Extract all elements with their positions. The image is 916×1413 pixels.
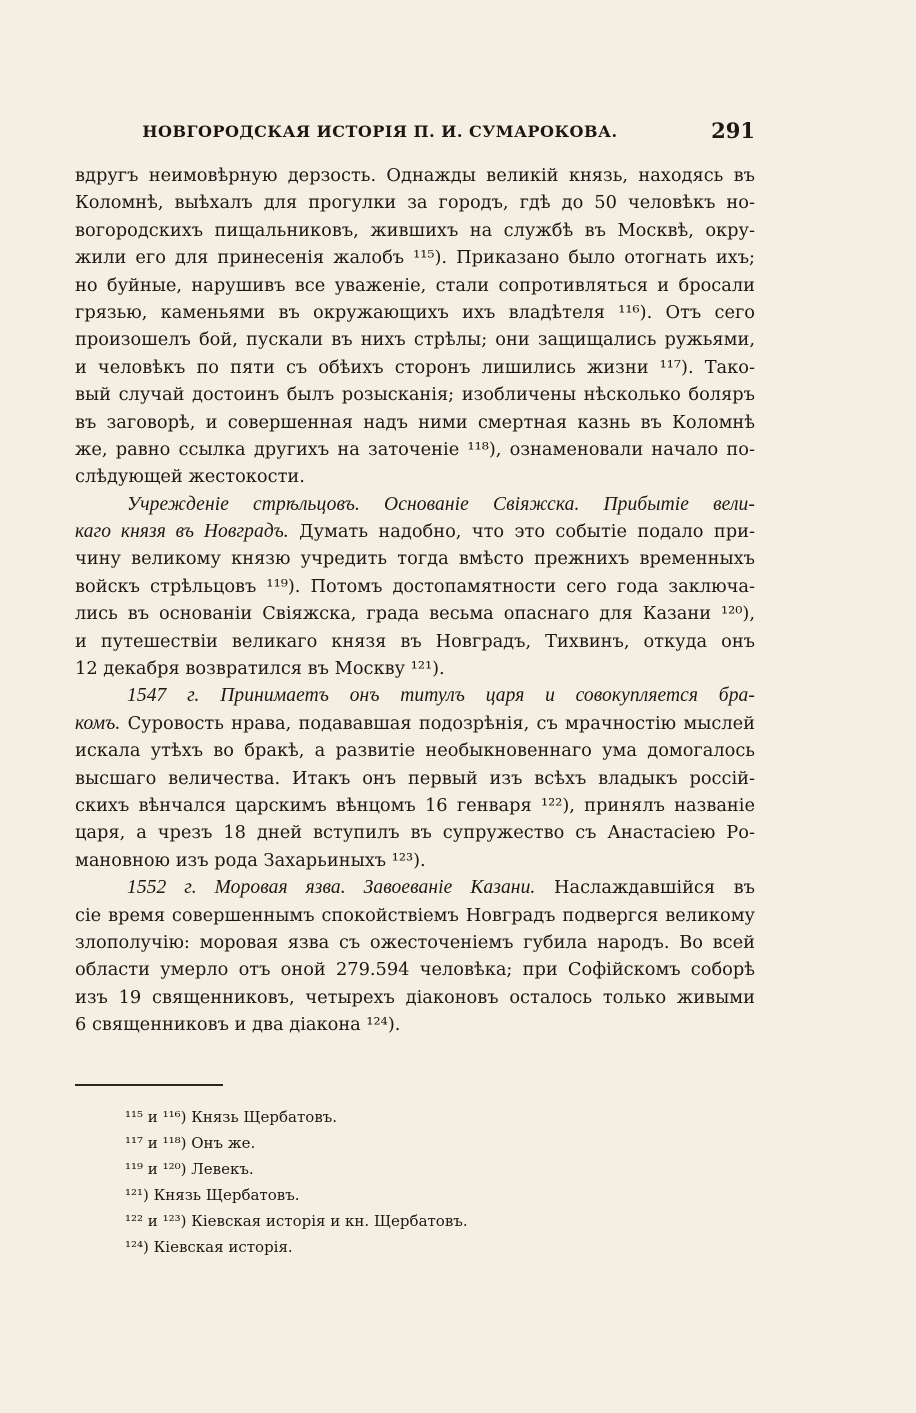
text-line (75, 491, 755, 518)
text-line (75, 628, 755, 655)
line-text: вогородскихъ пищальниковъ, жившихъ на службѣ въ Москвѣ, окру- (75, 219, 755, 241)
body-text (75, 162, 755, 1039)
footnote-rule (75, 1084, 223, 1086)
line-text: въ заговорѣ, и совершенная надъ ними смертная казнь въ Коломнѣ (75, 411, 755, 433)
footnote: ¹²² и ¹²³) Кіевская исторія и кн. Щербатовъ. (125, 1212, 468, 1230)
line-text: Коломнѣ, выѣхалъ для прогулки за городъ, гдѣ до 50 человѣкъ но- (75, 192, 755, 214)
line-text: Думать надобно, что это событіе подало при- (288, 521, 755, 543)
text-line (75, 902, 755, 929)
text-line (75, 573, 755, 600)
text-line (75, 326, 755, 353)
line-text: 6 священниковъ и два діакона ¹²⁴). (75, 1014, 401, 1036)
line-text: но буйные, нарушивъ все уваженіе, стали сопротивляться и бросали (75, 274, 755, 296)
line-text: области умерло отъ оной 279.594 человѣка; при Софійскомъ соборѣ (75, 959, 755, 981)
text-line (75, 984, 755, 1011)
text-line (75, 545, 755, 572)
line-text: царя, а чрезъ 18 дней вступилъ въ супружество съ Анастасіею Ро- (75, 822, 755, 844)
text-line (75, 929, 755, 956)
page-number: 291 (711, 118, 755, 143)
line-text: 12 декабря возвратился въ Москву ¹²¹). (75, 658, 445, 680)
footnote: ¹¹⁹ и ¹²⁰) Левекъ. (125, 1160, 254, 1178)
text-line (75, 819, 755, 846)
line-text: лись въ основаніи Свіяжска, града весьма опаснаго для Казани ¹²⁰), (75, 603, 755, 625)
text-line (75, 874, 755, 901)
text-line (75, 765, 755, 792)
text-line (75, 682, 755, 709)
line-text: вый случай достоинъ былъ розысканія; изобличены нѣсколько боляръ (75, 384, 755, 406)
footnotes (125, 1104, 765, 1260)
running-title: НОВГОРОДСКАЯ ИСТОРІЯ П. И. СУМАРОКОВА. (142, 122, 618, 141)
line-text: высшаго величества. Итакъ онъ первый изъ всѣхъ владыкъ россій- (75, 767, 755, 789)
footnote: ¹²⁴) Кіевская исторія. (125, 1238, 293, 1256)
line-text: же, равно ссылка другихъ на заточеніе ¹¹⁸), ознаменовали начало по- (75, 438, 755, 460)
line-text: жили его для принесенія жалобъ ¹¹⁵). Приказано было отогнать ихъ; (75, 247, 755, 269)
text-line (75, 217, 755, 244)
line-text: мановною изъ рода Захарьиныхъ ¹²³). (75, 849, 426, 871)
line-text: и путешествіи великаго князя въ Новградъ, Тихвинъ, откуда онъ (75, 630, 755, 652)
line-text: Наслаждавшійся въ (535, 877, 755, 899)
footnote: ¹¹⁵ и ¹¹⁶) Князь Щербатовъ. (125, 1108, 338, 1126)
section-heading: 1552 г. Моровая язва. Завоеваніе Казани. (127, 877, 536, 899)
section-heading: каго князя въ Новградъ. (75, 521, 289, 543)
text-line (75, 272, 755, 299)
text-line (75, 1011, 755, 1038)
text-line (75, 847, 755, 874)
line-text: слѣдующей жестокости. (75, 466, 305, 488)
text-line (75, 299, 755, 326)
text-line (75, 244, 755, 271)
section-heading: комъ. (75, 712, 121, 734)
line-text: изъ 19 священниковъ, четырехъ діаконовъ осталось только живыми (75, 986, 755, 1008)
text-line (75, 737, 755, 764)
text-line (75, 189, 755, 216)
line-text: вдругъ неимовѣрную дерзость. Однажды великій князь, находясь въ (75, 165, 755, 186)
footnote: ¹¹⁷ и ¹¹⁸) Онъ же. (125, 1134, 256, 1152)
section-heading: Учрежденіе стрѣльцовъ. Основаніе Свіяжска. Прибытіе вели- (127, 493, 755, 515)
line-text: и человѣкъ по пяти съ обѣихъ сторонъ лишились жизни ¹¹⁷). Тако- (75, 356, 755, 378)
text-line (75, 655, 755, 682)
text-line (75, 956, 755, 983)
text-line (75, 600, 755, 627)
line-text: чину великому князю учредить тогда вмѣсто прежнихъ временныхъ (75, 548, 755, 570)
text-line (75, 463, 755, 490)
line-text: искала утѣхъ во бракѣ, а развитіе необыкновеннаго ума домогалось (75, 740, 755, 762)
text-line (75, 518, 755, 545)
text-line (75, 409, 755, 436)
line-text: сіе время совершеннымъ спокойствіемъ Новградъ подвергся великому (75, 904, 755, 926)
line-text: злополучію: моровая язва съ ожесточеніемъ губила народъ. Во всей (75, 931, 755, 953)
line-text: произошелъ бой, пускали въ нихъ стрѣлы; они защищались ружьями, (75, 329, 755, 351)
page-header (75, 118, 755, 148)
text-line (75, 381, 755, 408)
text-line (75, 436, 755, 463)
text-line (75, 710, 755, 737)
line-text: войскъ стрѣльцовъ ¹¹⁹). Потомъ достопамятности сего года заключа- (75, 575, 755, 597)
line-text: грязью, каменьями въ окружающихъ ихъ владѣтеля ¹¹⁶). Отъ сего (75, 301, 755, 323)
line-text: скихъ вѣнчался царскимъ вѣнцомъ 16 генваря ¹²²), принялъ названіе (75, 794, 755, 816)
text-line (75, 162, 755, 189)
line-text: Суровость нрава, подававшая подозрѣнія, съ мрачностію мыслей (120, 712, 755, 734)
section-heading: 1547 г. Принимаетъ онъ титулъ царя и совокупляется бра- (127, 685, 755, 707)
footnote: ¹²¹) Князь Щербатовъ. (125, 1186, 300, 1204)
text-line (75, 354, 755, 381)
text-line (75, 792, 755, 819)
